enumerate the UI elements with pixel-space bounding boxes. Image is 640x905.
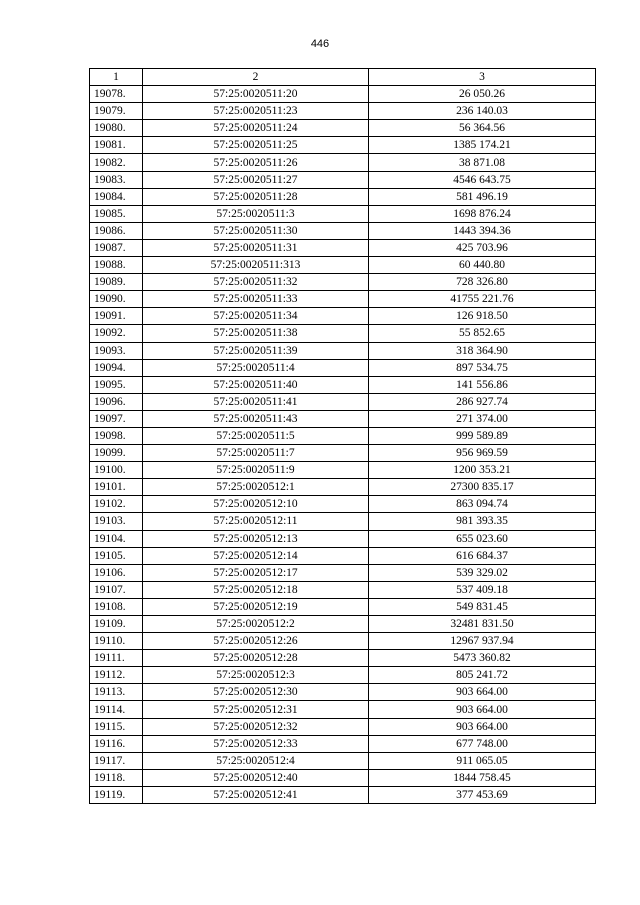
row-number-cell: 19084. xyxy=(90,188,143,205)
value-cell: 55 852.65 xyxy=(369,325,596,342)
value-cell: 981 393.35 xyxy=(369,513,596,530)
table-row xyxy=(90,171,596,188)
cadastral-number-cell: 57:25:0020511:24 xyxy=(143,120,369,137)
row-number-cell: 19119. xyxy=(90,786,143,803)
table-row xyxy=(90,462,596,479)
row-number-cell: 19082. xyxy=(90,154,143,171)
table-row xyxy=(90,735,596,752)
table-row xyxy=(90,393,596,410)
value-cell: 903 664.00 xyxy=(369,718,596,735)
table-row xyxy=(90,718,596,735)
value-cell: 60 440.80 xyxy=(369,257,596,274)
table-row xyxy=(90,188,596,205)
cadastral-number-cell: 57:25:0020511:28 xyxy=(143,188,369,205)
table-row xyxy=(90,684,596,701)
cadastral-number-cell: 57:25:0020511:30 xyxy=(143,222,369,239)
table-row xyxy=(90,291,596,308)
table-row xyxy=(90,650,596,667)
table-row xyxy=(90,154,596,171)
value-cell: 999 589.89 xyxy=(369,427,596,444)
table-row xyxy=(90,137,596,154)
cadastral-number-cell: 57:25:0020511:3 xyxy=(143,205,369,222)
cadastral-number-cell: 57:25:0020512:2 xyxy=(143,616,369,633)
table-row xyxy=(90,86,596,103)
value-cell: 956 969.59 xyxy=(369,445,596,462)
table-row xyxy=(90,222,596,239)
table-row xyxy=(90,667,596,684)
value-cell: 655 023.60 xyxy=(369,530,596,547)
row-number-cell: 19079. xyxy=(90,103,143,120)
table-row xyxy=(90,376,596,393)
row-number-cell: 19105. xyxy=(90,547,143,564)
cadastral-number-cell: 57:25:0020512:11 xyxy=(143,513,369,530)
row-number-cell: 19107. xyxy=(90,581,143,598)
value-cell: 425 703.96 xyxy=(369,239,596,256)
cadastral-number-cell: 57:25:0020511:26 xyxy=(143,154,369,171)
column-header-3: 3 xyxy=(369,69,596,86)
cadastral-number-cell: 57:25:0020512:32 xyxy=(143,718,369,735)
cadastral-number-cell: 57:25:0020512:13 xyxy=(143,530,369,547)
page-number: 446 xyxy=(310,38,330,50)
row-number-cell: 19078. xyxy=(90,86,143,103)
value-cell: 318 364.90 xyxy=(369,342,596,359)
cadastral-number-cell: 57:25:0020512:10 xyxy=(143,496,369,513)
table-row xyxy=(90,325,596,342)
value-cell: 27300 835.17 xyxy=(369,479,596,496)
row-number-cell: 19115. xyxy=(90,718,143,735)
cadastral-number-cell: 57:25:0020511:32 xyxy=(143,274,369,291)
row-number-cell: 19094. xyxy=(90,359,143,376)
table-row xyxy=(90,701,596,718)
table-row xyxy=(90,633,596,650)
table-row xyxy=(90,752,596,769)
row-number-cell: 19083. xyxy=(90,171,143,188)
row-number-cell: 19099. xyxy=(90,445,143,462)
table-row xyxy=(90,103,596,120)
value-cell: 728 326.80 xyxy=(369,274,596,291)
data-table xyxy=(89,68,596,804)
row-number-cell: 19110. xyxy=(90,633,143,650)
table-row xyxy=(90,410,596,427)
cadastral-number-cell: 57:25:0020512:33 xyxy=(143,735,369,752)
value-cell: 26 050.26 xyxy=(369,86,596,103)
row-number-cell: 19112. xyxy=(90,667,143,684)
header-row xyxy=(90,69,596,86)
cadastral-number-cell: 57:25:0020511:23 xyxy=(143,103,369,120)
value-cell: 4546 643.75 xyxy=(369,171,596,188)
row-number-cell: 19085. xyxy=(90,205,143,222)
value-cell: 1698 876.24 xyxy=(369,205,596,222)
cadastral-number-cell: 57:25:0020512:19 xyxy=(143,598,369,615)
value-cell: 911 065.05 xyxy=(369,752,596,769)
row-number-cell: 19111. xyxy=(90,650,143,667)
table-row xyxy=(90,769,596,786)
cadastral-number-cell: 57:25:0020512:4 xyxy=(143,752,369,769)
row-number-cell: 19091. xyxy=(90,308,143,325)
cadastral-number-cell: 57:25:0020511:27 xyxy=(143,171,369,188)
value-cell: 903 664.00 xyxy=(369,684,596,701)
cadastral-number-cell: 57:25:0020512:17 xyxy=(143,564,369,581)
cadastral-number-cell: 57:25:0020511:33 xyxy=(143,291,369,308)
cadastral-number-cell: 57:25:0020512:1 xyxy=(143,479,369,496)
cadastral-number-cell: 57:25:0020512:41 xyxy=(143,786,369,803)
table-row xyxy=(90,479,596,496)
value-cell: 126 918.50 xyxy=(369,308,596,325)
cadastral-number-cell: 57:25:0020511:25 xyxy=(143,137,369,154)
table-row xyxy=(90,513,596,530)
row-number-cell: 19102. xyxy=(90,496,143,513)
table-row xyxy=(90,308,596,325)
row-number-cell: 19089. xyxy=(90,274,143,291)
table-body xyxy=(90,86,596,804)
value-cell: 1443 394.36 xyxy=(369,222,596,239)
row-number-cell: 19096. xyxy=(90,393,143,410)
table-row xyxy=(90,359,596,376)
cadastral-number-cell: 57:25:0020511:41 xyxy=(143,393,369,410)
table-header xyxy=(90,69,596,86)
row-number-cell: 19087. xyxy=(90,239,143,256)
row-number-cell: 19092. xyxy=(90,325,143,342)
table-row xyxy=(90,427,596,444)
value-cell: 286 927.74 xyxy=(369,393,596,410)
value-cell: 616 684.37 xyxy=(369,547,596,564)
row-number-cell: 19104. xyxy=(90,530,143,547)
value-cell: 677 748.00 xyxy=(369,735,596,752)
cadastral-number-cell: 57:25:0020511:39 xyxy=(143,342,369,359)
value-cell: 1200 353.21 xyxy=(369,462,596,479)
value-cell: 271 374.00 xyxy=(369,410,596,427)
row-number-cell: 19109. xyxy=(90,616,143,633)
value-cell: 56 364.56 xyxy=(369,120,596,137)
value-cell: 12967 937.94 xyxy=(369,633,596,650)
table-row xyxy=(90,786,596,803)
cadastral-number-cell: 57:25:0020511:7 xyxy=(143,445,369,462)
cadastral-number-cell: 57:25:0020511:313 xyxy=(143,257,369,274)
row-number-cell: 19081. xyxy=(90,137,143,154)
column-header-1: 1 xyxy=(90,69,143,86)
cadastral-number-cell: 57:25:0020512:26 xyxy=(143,633,369,650)
cadastral-number-cell: 57:25:0020512:18 xyxy=(143,581,369,598)
row-number-cell: 19093. xyxy=(90,342,143,359)
value-cell: 549 831.45 xyxy=(369,598,596,615)
row-number-cell: 19108. xyxy=(90,598,143,615)
table-row xyxy=(90,581,596,598)
table-row xyxy=(90,257,596,274)
value-cell: 1844 758.45 xyxy=(369,769,596,786)
cadastral-number-cell: 57:25:0020511:4 xyxy=(143,359,369,376)
table-row xyxy=(90,547,596,564)
row-number-cell: 19103. xyxy=(90,513,143,530)
value-cell: 1385 174.21 xyxy=(369,137,596,154)
row-number-cell: 19116. xyxy=(90,735,143,752)
cadastral-number-cell: 57:25:0020511:34 xyxy=(143,308,369,325)
cadastral-number-cell: 57:25:0020511:40 xyxy=(143,376,369,393)
cadastral-number-cell: 57:25:0020512:31 xyxy=(143,701,369,718)
row-number-cell: 19086. xyxy=(90,222,143,239)
row-number-cell: 19118. xyxy=(90,769,143,786)
value-cell: 805 241.72 xyxy=(369,667,596,684)
table-row xyxy=(90,239,596,256)
cadastral-number-cell: 57:25:0020511:5 xyxy=(143,427,369,444)
table-row xyxy=(90,120,596,137)
row-number-cell: 19097. xyxy=(90,410,143,427)
table-row xyxy=(90,616,596,633)
row-number-cell: 19117. xyxy=(90,752,143,769)
cadastral-number-cell: 57:25:0020511:20 xyxy=(143,86,369,103)
table-row xyxy=(90,342,596,359)
row-number-cell: 19090. xyxy=(90,291,143,308)
cadastral-number-cell: 57:25:0020511:31 xyxy=(143,239,369,256)
value-cell: 897 534.75 xyxy=(369,359,596,376)
row-number-cell: 19113. xyxy=(90,684,143,701)
row-number-cell: 19095. xyxy=(90,376,143,393)
cadastral-number-cell: 57:25:0020511:38 xyxy=(143,325,369,342)
value-cell: 41755 221.76 xyxy=(369,291,596,308)
cadastral-number-cell: 57:25:0020512:40 xyxy=(143,769,369,786)
value-cell: 5473 360.82 xyxy=(369,650,596,667)
cadastral-number-cell: 57:25:0020512:3 xyxy=(143,667,369,684)
table-row xyxy=(90,496,596,513)
row-number-cell: 19101. xyxy=(90,479,143,496)
cadastral-number-cell: 57:25:0020512:14 xyxy=(143,547,369,564)
value-cell: 377 453.69 xyxy=(369,786,596,803)
row-number-cell: 19088. xyxy=(90,257,143,274)
table-row xyxy=(90,205,596,222)
cadastral-number-cell: 57:25:0020511:9 xyxy=(143,462,369,479)
row-number-cell: 19100. xyxy=(90,462,143,479)
value-cell: 236 140.03 xyxy=(369,103,596,120)
column-header-2: 2 xyxy=(143,69,369,86)
value-cell: 539 329.02 xyxy=(369,564,596,581)
table-row xyxy=(90,274,596,291)
row-number-cell: 19080. xyxy=(90,120,143,137)
value-cell: 537 409.18 xyxy=(369,581,596,598)
table-row xyxy=(90,445,596,462)
row-number-cell: 19106. xyxy=(90,564,143,581)
value-cell: 141 556.86 xyxy=(369,376,596,393)
row-number-cell: 19098. xyxy=(90,427,143,444)
table-row xyxy=(90,564,596,581)
value-cell: 581 496.19 xyxy=(369,188,596,205)
value-cell: 32481 831.50 xyxy=(369,616,596,633)
cadastral-number-cell: 57:25:0020512:30 xyxy=(143,684,369,701)
table-row xyxy=(90,530,596,547)
table-row xyxy=(90,598,596,615)
value-cell: 903 664.00 xyxy=(369,701,596,718)
cadastral-number-cell: 57:25:0020511:43 xyxy=(143,410,369,427)
row-number-cell: 19114. xyxy=(90,701,143,718)
cadastral-number-cell: 57:25:0020512:28 xyxy=(143,650,369,667)
value-cell: 38 871.08 xyxy=(369,154,596,171)
value-cell: 863 094.74 xyxy=(369,496,596,513)
